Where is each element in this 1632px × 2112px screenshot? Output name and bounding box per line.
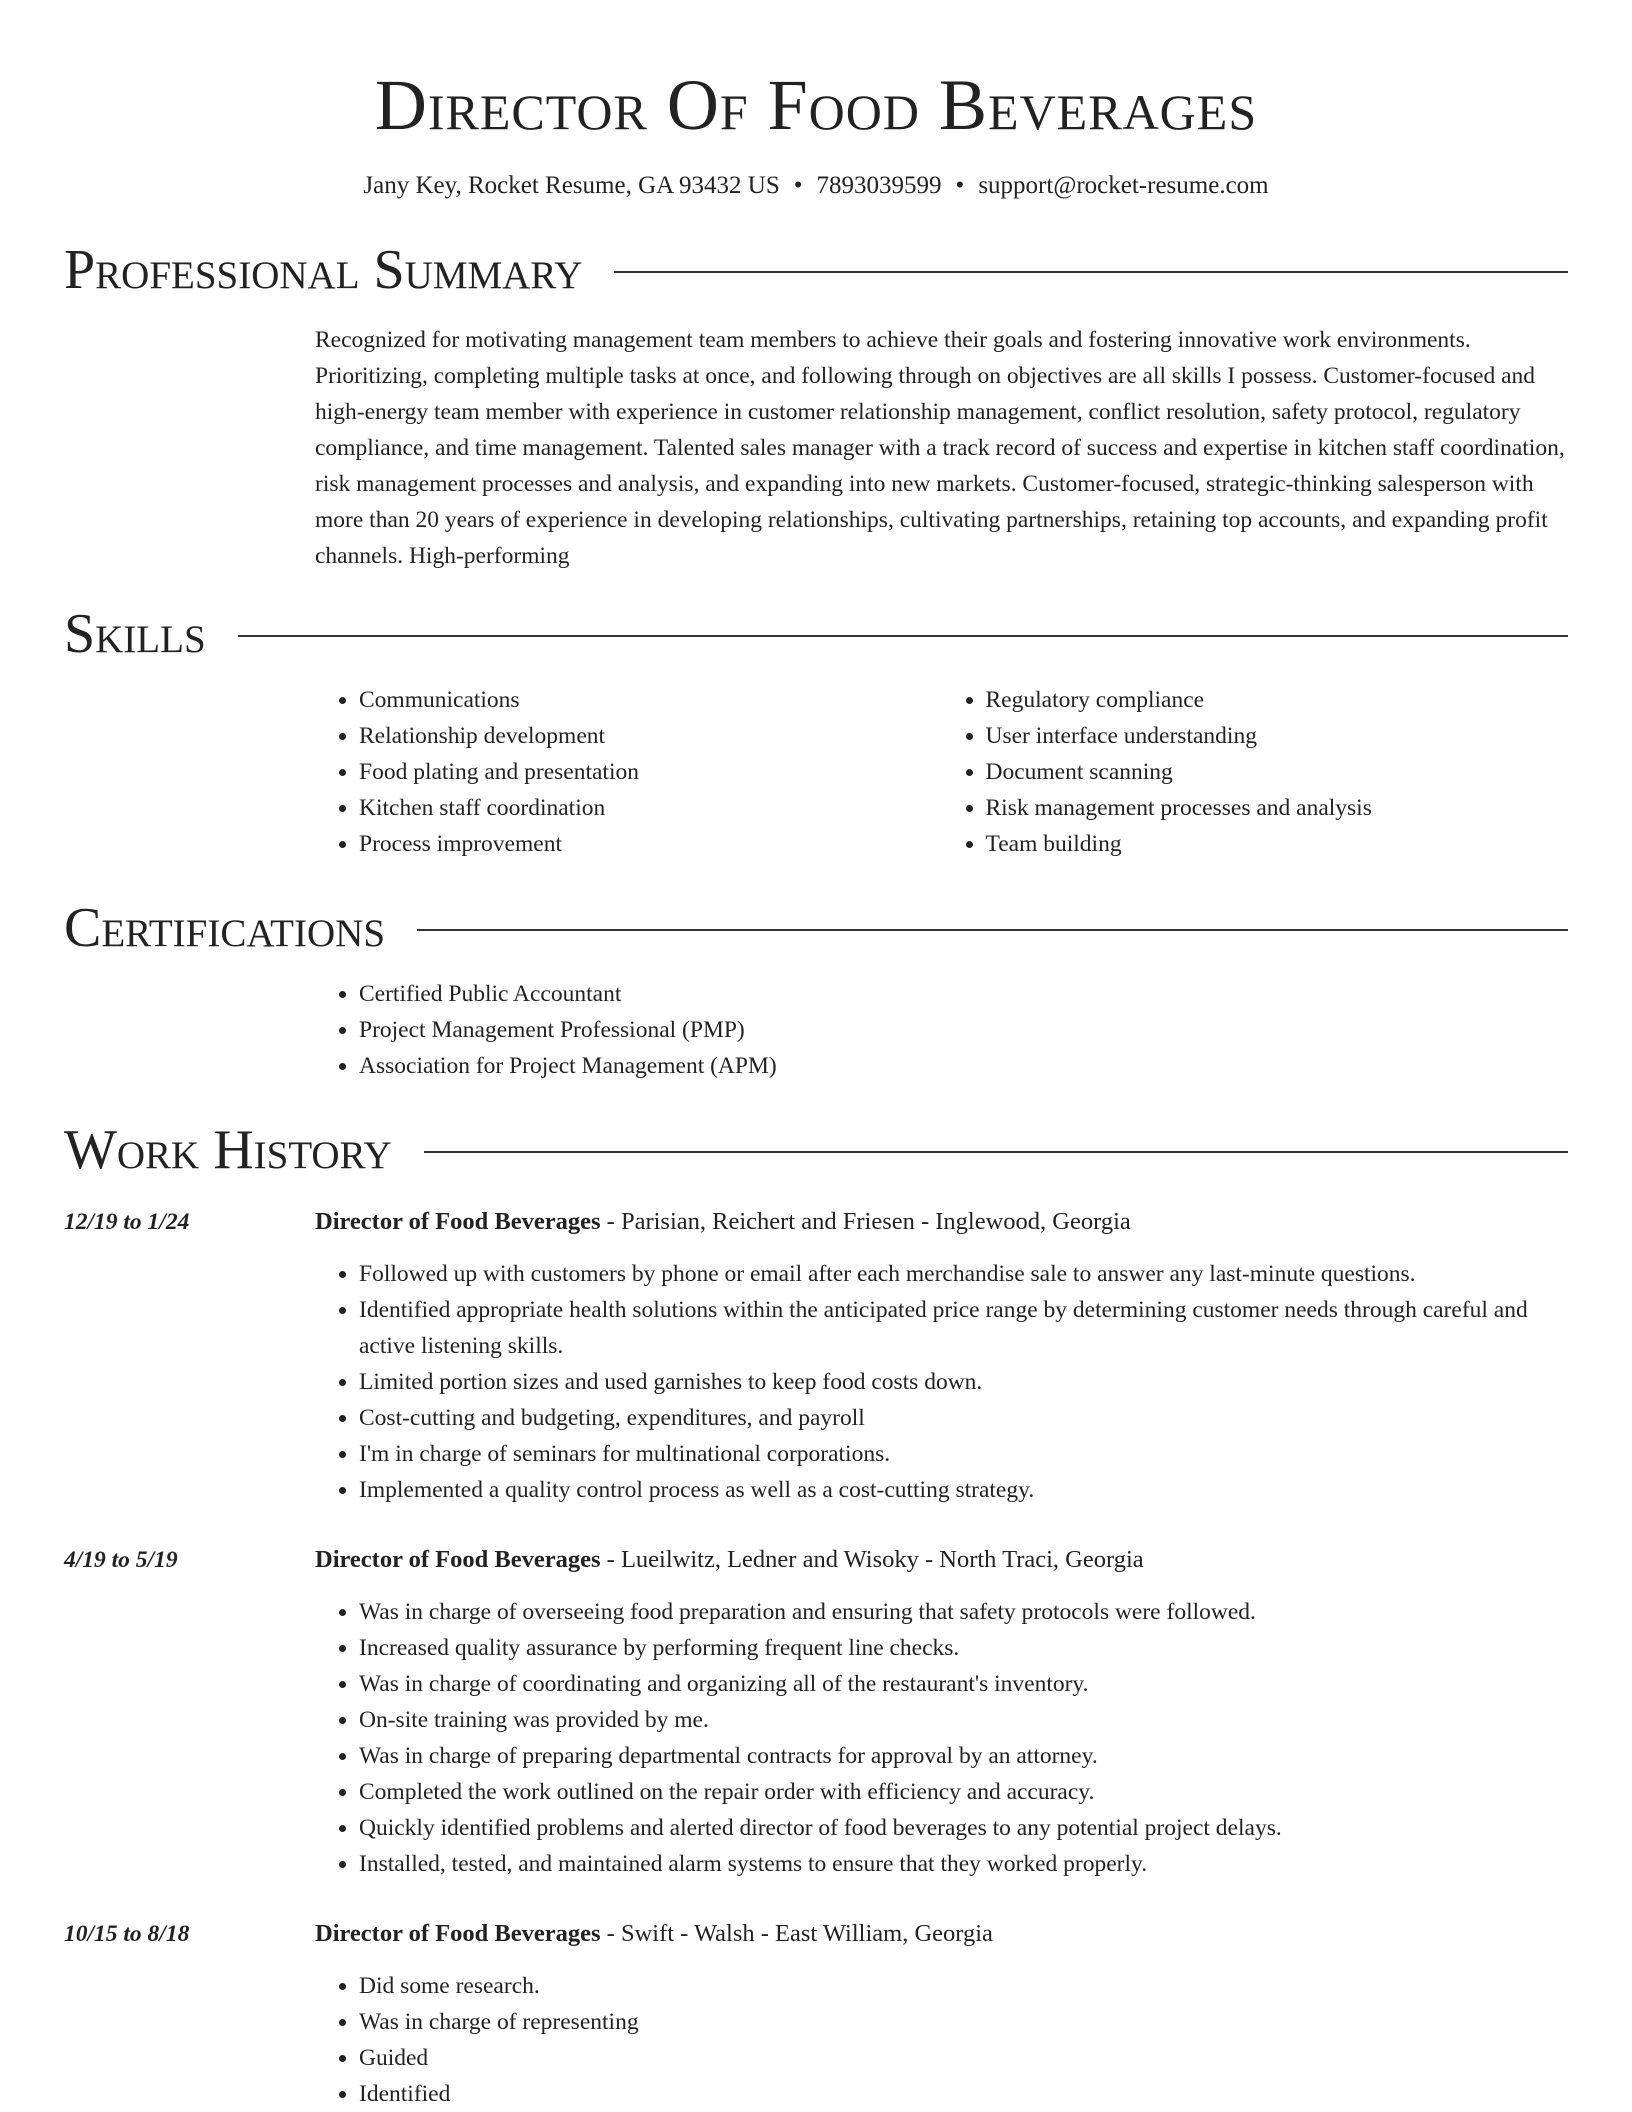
- section-divider: [417, 929, 1568, 931]
- job-entry: [64, 1916, 1568, 2112]
- skill-item: • User interface understanding: [986, 718, 1569, 754]
- job-dates: 10/15 to 8/18: [64, 1921, 190, 1947]
- skills-section: [64, 602, 1568, 862]
- section-divider: [238, 635, 1568, 637]
- job-heading: [315, 1542, 1568, 1578]
- job-bullets: [315, 1256, 1568, 1508]
- summary-heading: Professional Summary: [64, 239, 583, 301]
- resume-title: Director Of Food Beverages: [374, 65, 1258, 145]
- job-bullet: • Did some research.: [359, 1968, 1568, 2004]
- certification-item: • Association for Project Management (APM): [359, 1048, 1568, 1084]
- job-bullets: [315, 1594, 1568, 1882]
- job-entry: [64, 1204, 1568, 1508]
- job-bullet: • I'm in charge of seminars for multinational corporations.: [359, 1436, 1568, 1472]
- job-heading: [315, 1916, 1568, 1952]
- separator-dot: •: [793, 172, 803, 199]
- summary-section: [64, 238, 1568, 574]
- job-bullet: • Was in charge of overseeing food preparation and ensuring that safety protocols were followed.: [359, 1594, 1568, 1630]
- job-bullet: • Was in charge of preparing departmental contracts for approval by an attorney.: [359, 1738, 1568, 1774]
- section-divider: [614, 271, 1568, 273]
- job-title: Director of Food Beverages: [315, 1208, 601, 1235]
- skill-item: • Communications: [359, 682, 942, 718]
- contact-line: [0, 172, 1632, 200]
- work-history-header: [64, 1118, 1568, 1182]
- job-bullet: • Followed up with customers by phone or email after each merchandise sale to answer any last-minute questions.: [359, 1256, 1568, 1292]
- job-bullet: • Quickly identified problems and alerted director of food beverages to any potential project delays.: [359, 1810, 1568, 1846]
- skills-header: [64, 602, 1568, 666]
- job-entry: [64, 1542, 1568, 1882]
- certifications-list: [315, 976, 1568, 1084]
- job-bullet: • Was in charge of coordinating and organizing all of the restaurant's inventory.: [359, 1666, 1568, 1702]
- job-bullet: • Limited portion sizes and used garnishes to keep food costs down.: [359, 1364, 1568, 1400]
- skills-columns: [315, 682, 1568, 862]
- skill-item: • Risk management processes and analysis: [986, 790, 1569, 826]
- summary-text: Recognized for motivating management team members to achieve their goals and fostering innovative work environments. Prioritizing, completing multiple tasks at once, and following through on objectives are all skills I possess. Customer-focused and high-energy team member with experience in customer relationship management, conflict resolution, safety protocol, regulatory compliance, and time management. Talented sales manager with a track record of success and expertise in kitchen staff coordination, risk management processes and analysis, and expanding into new markets. Customer-focused, strategic-thinking salesperson with more than 20 years of experience in developing relationships, cultivating partnerships, retaining top accounts, and expanding profit channels. High-performing: [315, 327, 1565, 569]
- job-dates: 12/19 to 1/24: [64, 1209, 190, 1235]
- skills-heading: Skills: [64, 603, 206, 665]
- job-bullet: • Installed, tested, and maintained alarm systems to ensure that they worked properly.: [359, 1846, 1568, 1882]
- job-bullet: • Guided: [359, 2040, 1568, 2076]
- job-bullet: • Identified: [359, 2076, 1568, 2112]
- certification-item: • Project Management Professional (PMP): [359, 1012, 1568, 1048]
- job-title: Director of Food Beverages: [315, 1546, 601, 1573]
- job-dates: 4/19 to 5/19: [64, 1547, 178, 1573]
- job-heading: [315, 1204, 1568, 1240]
- certifications-heading: Certifications: [64, 897, 386, 959]
- job-bullet: • Completed the work outlined on the repair order with efficiency and accuracy.: [359, 1774, 1568, 1810]
- skill-item: • Team building: [986, 826, 1569, 862]
- certifications-header: [64, 896, 1568, 960]
- job-employer-location: - Parisian, Reichert and Friesen - Inglewood, Georgia: [600, 1208, 1131, 1235]
- job-bullet: • Was in charge of representing: [359, 2004, 1568, 2040]
- work-history-section: [64, 1118, 1568, 2112]
- certification-item: • Certified Public Accountant: [359, 976, 1568, 1012]
- section-divider: [424, 1151, 1568, 1153]
- job-employer-location: - Swift - Walsh - East William, Georgia: [600, 1920, 993, 1947]
- skill-item: • Food plating and presentation: [359, 754, 942, 790]
- job-employer-location: - Lueilwitz, Ledner and Wisoky - North Traci, Georgia: [600, 1546, 1144, 1573]
- skill-item: • Kitchen staff coordination: [359, 790, 942, 826]
- job-body: [315, 1916, 1568, 2112]
- skills-list-left: [315, 682, 942, 862]
- skill-item: • Regulatory compliance: [986, 682, 1569, 718]
- certifications-body: [315, 976, 1568, 1084]
- work-history-heading: Work History: [64, 1119, 392, 1181]
- job-title: Director of Food Beverages: [315, 1920, 601, 1947]
- contact-email[interactable]: support@rocket-resume.com: [978, 172, 1269, 199]
- contact-address: Jany Key, Rocket Resume, GA 93432 US: [363, 172, 780, 199]
- skill-item: • Relationship development: [359, 718, 942, 754]
- job-body: [315, 1204, 1568, 1508]
- separator-dot: •: [955, 172, 965, 199]
- summary-header: [64, 238, 1568, 302]
- skills-list-right: [942, 682, 1569, 862]
- certifications-section: [64, 896, 1568, 1084]
- job-body: [315, 1542, 1568, 1882]
- job-bullet: • Implemented a quality control process as well as a cost-cutting strategy.: [359, 1472, 1568, 1508]
- job-bullet: • On-site training was provided by me.: [359, 1702, 1568, 1738]
- job-bullet: • Cost-cutting and budgeting, expenditures, and payroll: [359, 1400, 1568, 1436]
- job-bullet: • Identified appropriate health solutions within the anticipated price range by determining customer needs through careful and active listening skills.: [359, 1292, 1568, 1364]
- job-bullet: • Increased quality assurance by performing frequent line checks.: [359, 1630, 1568, 1666]
- contact-phone: 7893039599: [816, 172, 942, 199]
- job-bullets: [315, 1968, 1568, 2112]
- skill-item: • Process improvement: [359, 826, 942, 862]
- skill-item: • Document scanning: [986, 754, 1569, 790]
